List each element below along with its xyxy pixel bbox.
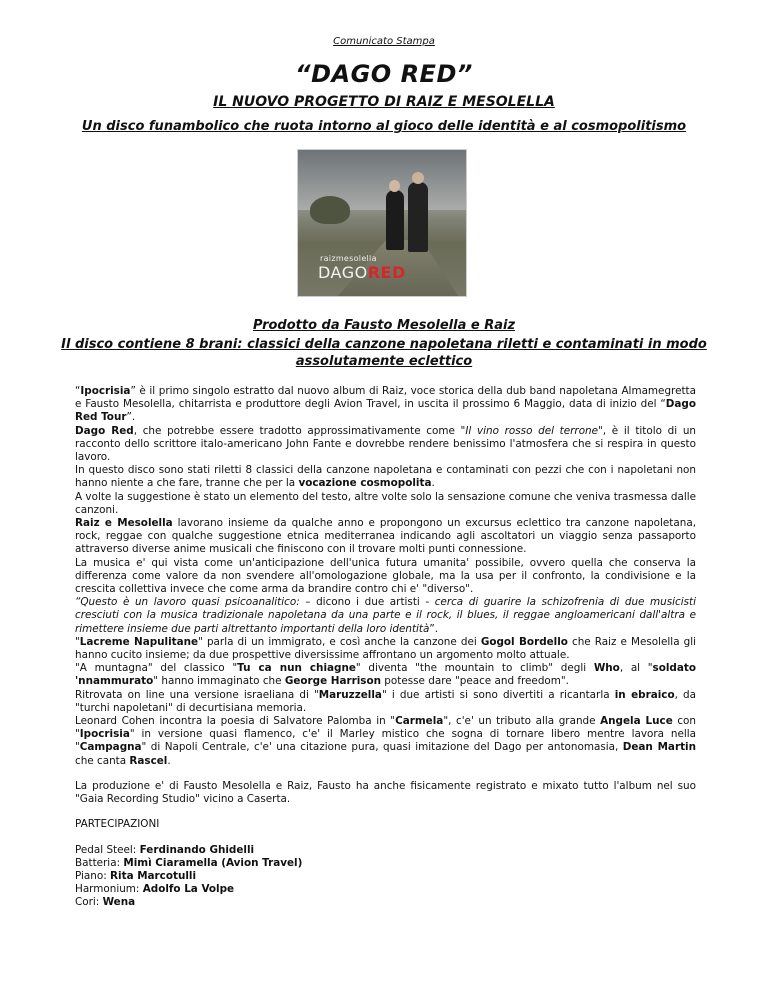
band-name: Gogol Bordello — [480, 635, 568, 648]
song-title: Ipocrisia — [80, 385, 131, 397]
credit-line — [75, 844, 696, 857]
quote-body: cerca di guarire la schizofrenia di due musicisti cresciuti con la musica tradizionale napoletana da una parte e il rock, il blues, il reggae angloamericani dall'altra e rimettere insieme due parti altrettanto importanti della loro identità — [75, 596, 697, 635]
text-span: Leonard Cohen incontra la poesia di Salvatore Palomba in " — [75, 715, 396, 728]
cover-artist-name: raizmesolella — [320, 254, 377, 263]
text-span: – dicono i due artisti - — [299, 596, 435, 609]
song-title: Ipocrisia — [79, 728, 130, 741]
tour-name: Dago Red Tour — [75, 398, 696, 424]
song-title: Maruzzella — [318, 688, 382, 701]
spacer — [75, 832, 696, 844]
song-title: Lacreme Napulitane — [79, 635, 199, 648]
cover-head-right — [412, 172, 424, 184]
text-span: . — [431, 477, 435, 490]
text-span: ” è il primo singolo estratto dal nuovo album di Raiz, voce storica della dub band napoletana Almamegretta e Fausto Mesolella, chitarrista e produttore degli Avion Travel, in uscita il prossimo 6 Maggio, data di inizio del “ — [75, 385, 696, 411]
artist-name: Rascel — [129, 754, 168, 767]
credit-name: Wena — [102, 896, 136, 909]
quote-start: “Questo è un lavoro quasi psicoanalitico: — [75, 596, 300, 609]
cover-person-left — [386, 190, 404, 250]
credit-line — [75, 870, 696, 883]
credit-role: Batteria: — [75, 856, 124, 869]
text-span: “ — [75, 385, 81, 397]
album-cover-image — [298, 150, 466, 296]
text-span: con " — [75, 715, 696, 741]
credit-name: Mimì Ciaramella (Avion Travel) — [123, 856, 303, 869]
press-release-kicker: Comunicato Stampa — [333, 36, 435, 47]
text-span: che Raiz e Mesolella gli hanno cucito insieme; da due prospettive diversissime affrontano un argomento molto attuale. — [75, 635, 697, 662]
paragraph-1 — [75, 385, 696, 425]
cover-person-right — [408, 182, 428, 252]
text-span: , al " — [619, 662, 653, 675]
paragraph-10 — [75, 689, 696, 715]
text-span: Ritrovata on line una versione israeliana di " — [75, 688, 319, 701]
tagline: Un disco funambolico che ruota intorno al gioco delle identità e al cosmopolitismo — [81, 119, 687, 134]
text-span: , che potrebbe essere tradotto approssimativamente come " — [133, 424, 466, 437]
text-span: potesse dare "peace and freedom". — [381, 675, 569, 688]
text-span: " parla di un immigrato, e così anche la canzone dei — [198, 635, 481, 648]
song-title: Carmela — [395, 715, 444, 728]
artist-name: Dean Martin — [622, 741, 696, 754]
cover-album-title-part2: RED — [367, 263, 406, 282]
text-span: " in versione quasi flamenco, c'e' il Marley mistico che sogna di tornare libero mentre lavora nella " — [75, 728, 696, 754]
credit-line — [75, 883, 696, 896]
text-span: ”. — [126, 411, 136, 424]
paragraph-3 — [75, 464, 696, 490]
text-span: . — [167, 754, 171, 767]
credit-name: Ferdinando Ghidelli — [139, 843, 255, 856]
artist-name: George Harrison — [284, 675, 381, 688]
paragraph-9 — [75, 662, 696, 688]
credit-line — [75, 857, 696, 870]
album-title: “DAGO RED” — [295, 60, 473, 88]
text-span: che canta — [75, 754, 130, 767]
credit-name: Adolfo La Volpe — [142, 883, 235, 896]
contents-line: Il disco contiene 8 brani: classici della canzone napoletana riletti e contaminati in modo assolutamente eclettico — [61, 337, 707, 369]
spacer — [75, 768, 696, 780]
paragraph-2 — [75, 425, 696, 465]
cover-album-title — [318, 263, 406, 282]
spacer — [75, 806, 696, 818]
project-subtitle: IL NUOVO PROGETTO DI RAIZ E MESOLELLA — [213, 94, 555, 110]
text-span: " hanno immaginato che — [153, 675, 285, 688]
paragraph-8 — [75, 636, 696, 662]
credit-role: Harmonium: — [75, 883, 143, 896]
artist-names: Raiz e Mesolella — [75, 517, 173, 530]
song-title: soldato 'nnammurato — [75, 662, 696, 688]
text-span: ”. — [429, 622, 439, 635]
album-name: Dago Red — [75, 424, 134, 437]
emphasis: in ebraico — [614, 688, 675, 701]
band-name: Who — [593, 662, 620, 675]
text-span: , da "turchi napoletani" di decurtisiana memoria. — [75, 688, 696, 714]
text-span: " di Napoli Centrale, c'e' una citazione pura, quasi imitazione del Dago per antonomasia, — [141, 741, 623, 754]
credit-role: Piano: — [75, 869, 111, 882]
press-release-body — [75, 385, 696, 910]
text-span: " i due artisti si sono divertiti a ricantarla — [381, 688, 615, 701]
producer-line: Prodotto da Fausto Mesolella e Raiz — [252, 318, 516, 333]
section-heading: PARTECIPAZIONI — [75, 818, 160, 831]
cover-tree — [310, 196, 350, 224]
cover-album-title-part1: DAGO — [318, 263, 368, 282]
emphasis: vocazione cosmopolita — [298, 477, 432, 490]
text-span: "A muntagna" del classico " — [75, 662, 238, 675]
text-span: " diventa "the mountain to climb" degli — [355, 662, 594, 675]
text-span: ", è il titolo di un racconto dello scrittore italo-americano John Fante e dovrebbe rendere benissimo l'atmosfera che si respira in questo lavoro. — [75, 424, 696, 464]
song-title: Campagna — [79, 741, 142, 754]
credit-name: Rita Marcotulli — [110, 869, 197, 882]
credit-line — [75, 896, 696, 909]
cover-head-left — [389, 180, 400, 192]
paragraph-6: La musica e' qui vista come un'anticipazione dell'unica futura umanita' possibile, ovvero quella che conserva la differenza come valore da non svendere all'omologazione globale, ma la usa per il confronto, la condivisione e la crescita collettiva invece che come arma da brandire contro chi e' "diverso". — [75, 556, 696, 596]
translation: Il vino rosso del terrone — [465, 424, 599, 437]
paragraph-5 — [75, 517, 696, 557]
credit-role: Pedal Steel: — [75, 843, 140, 856]
text-span: ", c'e' un tributo alla grande — [443, 715, 601, 728]
paragraph-11 — [75, 715, 696, 768]
paragraph-4: A volte la suggestione è stato un elemento del testo, altre volte solo la sensazione comune che veniva trasmessa dalle canzoni. — [75, 490, 696, 516]
text-span: In questo disco sono stati riletti 8 classici della canzone napoletana e contaminati con pezzi che con i napoletani non hanno niente a che fare, tranne che per la — [75, 464, 696, 490]
text-span: lavorano insieme da qualche anno e propongono un excursus eclettico tra canzone napoletana, rock, reggae con qualche suggestione etnica mediterranea indicando agli ascoltatori un viaggio senza passaporto attraverso diverse anime musicali che finiscono con il trovare molti punti connessione. — [75, 517, 697, 556]
paragraph-7 — [75, 596, 696, 636]
artist-name: Angela Luce — [600, 715, 673, 728]
text-span: " — [75, 635, 80, 648]
song-title: Tu ca nun chiagne — [237, 662, 356, 675]
paragraph-12: La produzione e' di Fausto Mesolella e Raiz, Fausto ha anche fisicamente registrato e mixato tutto l'album nel suo "Gaia Recording Studio" vicino a Caserta. — [75, 779, 696, 806]
credit-role: Cori: — [75, 896, 103, 909]
